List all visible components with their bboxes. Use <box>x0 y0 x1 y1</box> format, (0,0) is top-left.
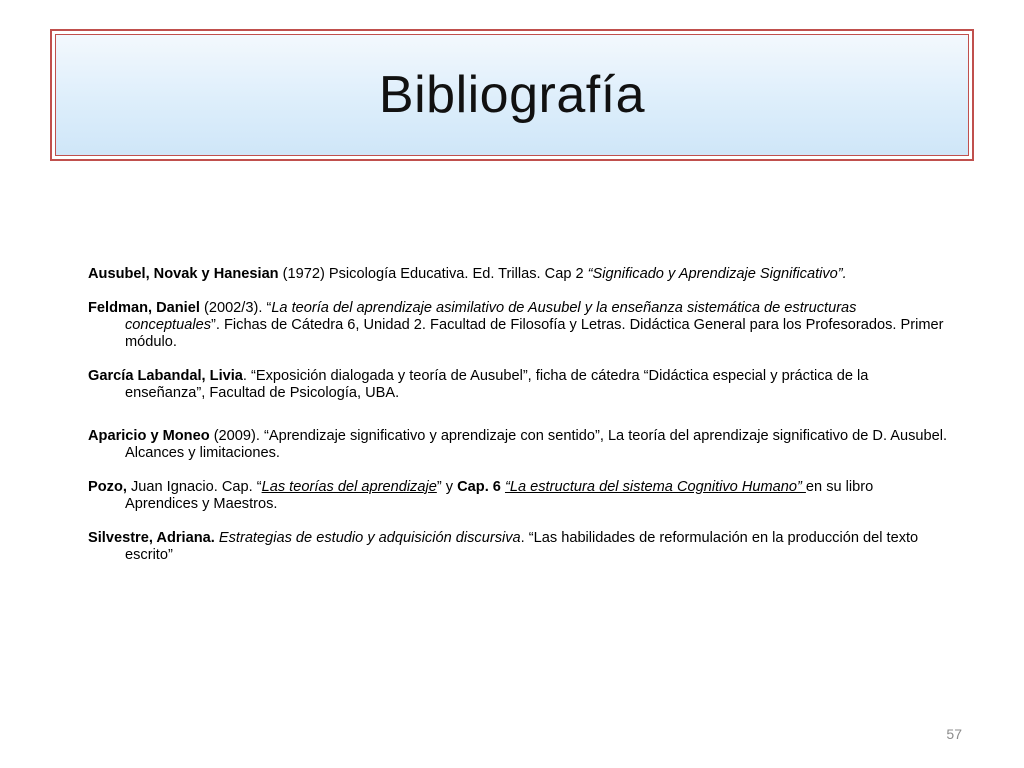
reference-text: (1972) Psicología Educativa. Ed. Trillas. Cap 2 <box>278 266 588 282</box>
reference-italic-title: Estrategias de estudio y adquisición discursiva <box>218 530 521 546</box>
reference-text: . “Exposición dialogada y teoría de Ausubel”, ficha de cátedra “Didáctica especial y práctica de la enseñanza”, Facultad de Psicología, UBA. <box>125 368 869 401</box>
reference-item-garcia-labandal <box>88 368 948 402</box>
reference-chapter-title: “La estructura del sistema Cognitivo Humano” <box>504 479 806 495</box>
reference-text: en su libro Aprendices y Maestros. <box>125 479 874 512</box>
reference-chapter-title: Las teorías del aprendizaje <box>261 479 437 495</box>
title-frame <box>50 29 974 161</box>
reference-item-pozo <box>88 479 948 513</box>
reference-italic-title: “Significado y Aprendizaje Significativo”. <box>587 266 847 282</box>
reference-italic-title: La teoría del aprendizaje asimilativo de Ausubel y la enseñanza sistemática de estructuras conceptuales <box>125 300 857 333</box>
reference-author: Silvestre, Adriana. <box>88 530 215 546</box>
reference-author: Feldman, Daniel <box>88 300 200 316</box>
reference-text: ” y <box>436 479 458 495</box>
reference-author: Pozo, <box>88 479 127 495</box>
reference-author: Aparicio y Moneo <box>88 428 210 444</box>
reference-text: ”. Fichas de Cátedra 6, Unidad 2. Facultad de Filosofía y Letras. Didáctica General para los Profesorados. Primer módulo. <box>125 317 944 350</box>
title-box <box>55 34 969 156</box>
reference-item-aparicio-moneo <box>88 428 948 462</box>
reference-text: (2009). “Aprendizaje significativo y aprendizaje con sentido”, La teoría del aprendizaje significativo de D. Ausubel. Alcances y limitaciones. <box>125 428 948 461</box>
slide-title: Bibliografía <box>378 66 646 124</box>
reference-author: García Labandal, Livia <box>88 368 243 384</box>
reference-item-silvestre <box>88 530 948 564</box>
reference-item-feldman <box>88 300 948 351</box>
reference-text: Juan Ignacio. Cap. “ <box>126 479 262 495</box>
page-number: 57 <box>946 726 962 742</box>
reference-chapter-number: Cap. 6 <box>457 479 501 495</box>
reference-list <box>88 266 948 581</box>
reference-text: (2002/3). “ <box>199 300 272 316</box>
reference-item-ausubel <box>88 266 948 283</box>
reference-text: . “Las habilidades de reformulación en la producción del texto escrito” <box>125 530 919 563</box>
reference-author: Ausubel, Novak y Hanesian <box>88 266 279 282</box>
